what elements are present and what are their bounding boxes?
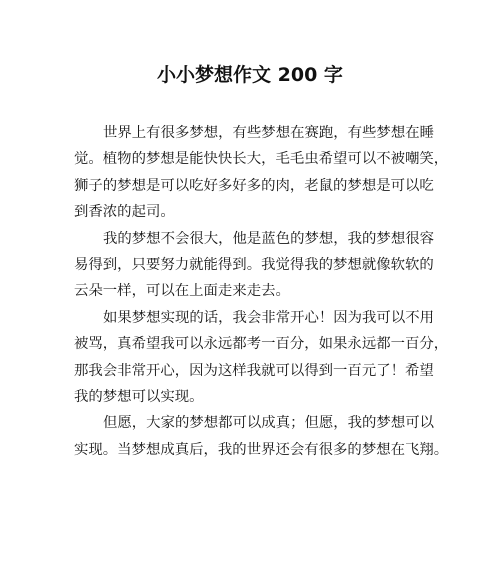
document-title: 小小梦想作文 200 字 xyxy=(157,64,343,86)
text-line: 但愿，大家的梦想都可以成真；但愿，我的梦想可以 xyxy=(103,415,434,432)
text-line: 世界上有很多梦想，有些梦想在赛跑，有些梦想在睡 xyxy=(103,125,434,141)
text-line: 我的梦想可以实现。 xyxy=(74,388,204,405)
text-line: 被骂，真希望我可以永远都考一百分，如果永远都一百分， xyxy=(74,336,449,353)
text-line: 那我会非常开心，因为这样我就可以得到一百元了！希望 xyxy=(74,362,434,379)
text-line: 狮子的梦想是可以吃好多好多的肉，老鼠的梦想是可以吃 xyxy=(74,177,434,194)
text-line: 觉。植物的梦想是能快快长大，毛毛虫希望可以不被嘲笑， xyxy=(74,151,449,168)
text-line: 到香浓的起司。 xyxy=(74,204,175,221)
text-line: 实现。当梦想成真后，我的世界还会有很多的梦想在飞翔。 xyxy=(74,441,449,458)
text-line: 如果梦想实现的话，我会非常开心！因为我可以不用 xyxy=(103,309,434,326)
document-body xyxy=(74,120,449,463)
text-line: 易得到，只要努力就能得到。我觉得我的梦想就像软软的 xyxy=(74,256,434,273)
text-line: 我的梦想不会很大，他是蓝色的梦想，我的梦想很容 xyxy=(103,230,434,247)
text-line: 云朵一样，可以在上面走来走去。 xyxy=(74,283,290,300)
